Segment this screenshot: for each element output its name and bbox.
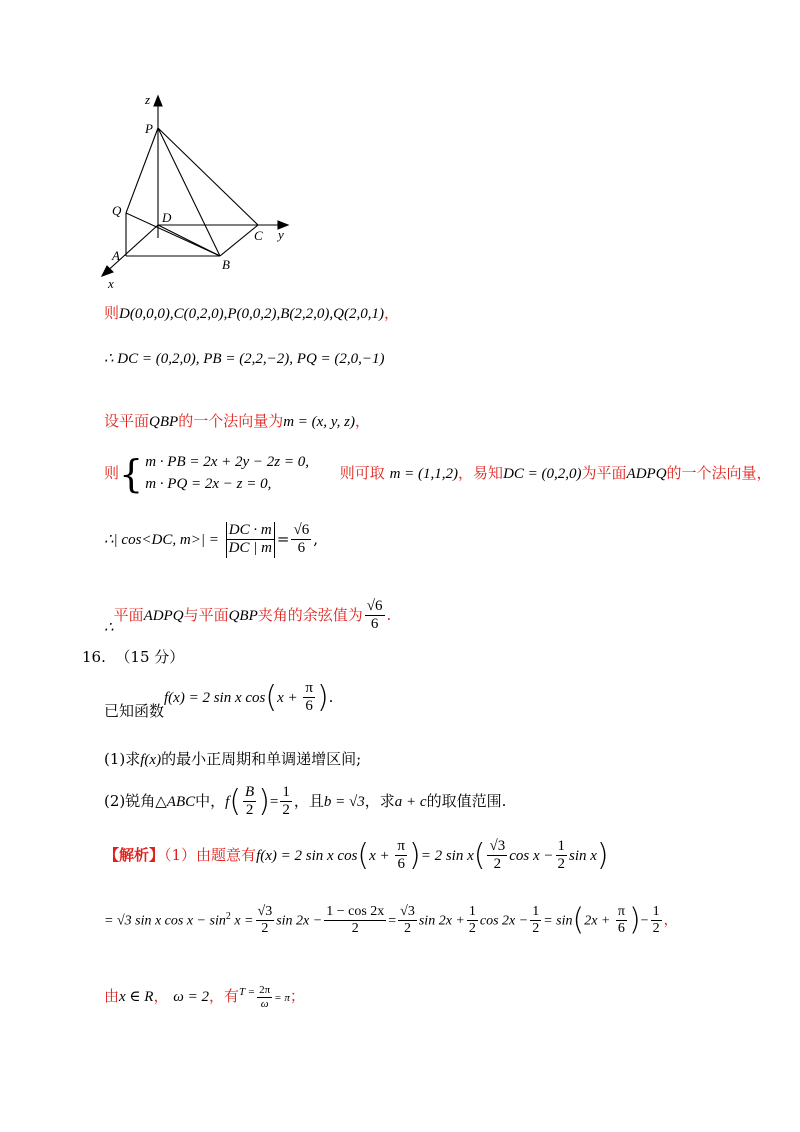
s1-one-half — [556, 838, 568, 874]
triangle-abc: △ABC — [155, 793, 196, 810]
l2-frac-6 — [651, 904, 662, 937]
conclusion-end: . — [386, 605, 392, 624]
part-2-mid: 中， — [195, 791, 226, 810]
line3-pi: = π — [274, 992, 290, 1005]
normal-text-2: 的一个法向量为 — [178, 412, 284, 430]
conclusion-text-1: 平面 — [113, 605, 144, 624]
equation-2: m · PQ = 2x − z = 0, — [145, 475, 272, 492]
line3-c: ， — [153, 987, 169, 1006]
plane-qbp: QBP — [149, 414, 179, 430]
line2-i: 2x + — [584, 913, 614, 929]
line3-end: ； — [289, 987, 305, 1006]
solution-step-1: （1）由题意有 — [164, 845, 257, 864]
conclusion-plane-2: QBP — [228, 607, 258, 624]
coordinates-line — [104, 304, 399, 323]
given-arg: x + — [277, 689, 302, 706]
l2-two-b: 2 — [351, 921, 359, 937]
s1-sqrt3: √3 — [487, 838, 507, 856]
normal-vector-line — [104, 412, 370, 431]
line3-d: ω = 2 — [173, 989, 209, 1006]
l2-sqrt3-b: √3 — [398, 904, 417, 921]
s1-two-b: 2 — [557, 856, 565, 873]
part-1-f: f(x) — [140, 752, 162, 768]
system-text-2: ，易知 — [458, 463, 504, 482]
solution-f2: = 2 sin x — [420, 847, 474, 864]
sqrt3-over-2 — [487, 838, 507, 874]
line3-t: T = — [238, 986, 256, 999]
cos-result-num: √6 — [291, 522, 311, 540]
solution-f2-b: sin x — [569, 847, 597, 864]
half-num: 1 — [280, 784, 292, 802]
b-value: b = √3 — [323, 793, 365, 810]
system-prefix: 则 — [104, 463, 120, 482]
solution-f2-a: cos x − — [509, 847, 554, 864]
cos-end: , — [313, 529, 318, 548]
part-2-f: f — [225, 793, 230, 810]
s1-paren2-open: ( — [473, 837, 486, 873]
solution-line-2 — [104, 904, 678, 937]
l2-frac-1 — [256, 904, 275, 937]
left-brace: { — [119, 451, 144, 496]
system-text-1: 则可取 — [339, 463, 385, 482]
p2-tail: 的取值范围. — [426, 791, 507, 810]
cos-line: ∴| cos<DC, m>| = $\frac{DC \cdot m}{DC | m}$ = $\frac{√6}{6}$ , — [104, 522, 318, 557]
l2-sqrt3-a: √3 — [256, 904, 275, 921]
l2-pi-over-6 — [616, 904, 627, 937]
conclusion-text-2: 与平面 — [183, 605, 229, 624]
line2-g: cos 2x − — [479, 913, 529, 929]
line2-a: = √3 sin x cos x − sin — [104, 913, 226, 929]
cos-result-den: 6 — [297, 540, 306, 557]
line3-2pi: 2π — [259, 984, 271, 996]
line2-e: = — [388, 913, 397, 929]
part-1-text: 的最小正周期和单调递增区间; — [161, 750, 362, 768]
label-d: D — [162, 210, 172, 225]
part-1-line — [104, 750, 361, 769]
equation-1: m · PB = 2x + 2y − 2z = 0, — [145, 454, 310, 470]
line2-c: sin 2x − — [276, 913, 323, 929]
s1-two-a: 2 — [493, 856, 502, 873]
label-z: z — [145, 92, 151, 107]
question-points: （15 分） — [115, 648, 185, 666]
plane-adpq: ADPQ — [626, 465, 667, 482]
one-half — [280, 784, 292, 820]
a-plus-c: a + c — [394, 793, 427, 810]
system-text-3: 为平面 — [581, 463, 627, 482]
given-end: . — [328, 687, 334, 706]
conclusion-num: √6 — [365, 598, 385, 616]
system-text-4: 的一个法向量， — [666, 463, 772, 482]
label-q: Q — [112, 203, 122, 218]
cos-lhs: ∴| cos<DC, m>| = — [104, 531, 219, 548]
label-y: y — [278, 227, 284, 242]
l2-frac-4 — [467, 904, 478, 937]
m-value: m = (1,1,2) — [389, 465, 459, 482]
coords-prefix: 则 — [104, 304, 120, 322]
part-2-line — [104, 784, 506, 820]
label-c: C — [254, 228, 263, 243]
question-number: 16. — [82, 648, 106, 666]
therefore-symbol: ∴ — [104, 619, 114, 636]
l2-frac-2 — [324, 904, 386, 937]
p2-ask: ，求 — [364, 791, 395, 810]
line2-h: = sin — [543, 913, 573, 929]
conclusion-den: 6 — [370, 616, 379, 633]
l2-pi: π — [616, 904, 627, 921]
l2-frac-5 — [530, 904, 541, 937]
normal-text-1: 设平面 — [104, 412, 150, 430]
normal-text-3: ， — [354, 412, 370, 430]
b-over-2 — [243, 784, 256, 820]
cos-denominator: DC | m — [226, 540, 275, 557]
normal-formula: m = (x, y, z) — [283, 414, 355, 430]
l2-two-c: 2 — [404, 921, 412, 937]
p2-equals: = — [269, 793, 279, 810]
solution-f1-arg: x + — [369, 847, 394, 864]
pi-num: π — [303, 680, 315, 698]
six-den: 6 — [305, 698, 313, 715]
l2-one-b: 1 — [530, 904, 541, 921]
line3-e: ，有 — [208, 987, 239, 1006]
line3-b: x ∈ R — [119, 989, 154, 1006]
p2-paren-open: ( — [229, 783, 242, 819]
coords-suffix: ， — [383, 304, 399, 322]
line2-f: sin 2x + — [418, 913, 465, 929]
line2-b: x = — [230, 913, 254, 929]
s1-one: 1 — [556, 838, 568, 856]
conclusion-plane-1: ADPQ — [143, 607, 184, 624]
solution-line-3 — [104, 984, 305, 1010]
solution-f1: f(x) = 2 sin x cos — [256, 847, 358, 864]
paren-open: ( — [265, 679, 278, 715]
vectors-line: ∴ DC = (0,2,0), PB = (2,2,−2), PQ = (2,0,−1) — [104, 351, 385, 367]
cos-numerator: DC · m — [226, 522, 275, 540]
l2-two-d: 2 — [468, 921, 476, 937]
s1-paren-close: ) — [409, 837, 421, 873]
conclusion-fraction — [365, 598, 385, 634]
question-16-header — [82, 648, 184, 666]
square-exponent: 2 — [225, 910, 231, 922]
system-line — [104, 452, 772, 496]
l2-one-minus-cos: 1 − cos 2x — [324, 904, 386, 921]
given-function-line — [104, 680, 333, 720]
l2-two-e: 2 — [532, 921, 540, 937]
paren-close: ) — [316, 679, 329, 715]
s1-paren2-close: ) — [596, 837, 609, 873]
l2-paren-close: ) — [628, 902, 641, 938]
line3-omega: ω — [260, 997, 269, 1010]
label-a: A — [112, 248, 120, 263]
conclusion-text-3: 夹角的余弦值为 — [257, 605, 363, 624]
half-den: 2 — [282, 802, 290, 819]
l2-two-f: 2 — [652, 921, 660, 937]
l2-one-a: 1 — [467, 904, 478, 921]
cos-fraction — [226, 522, 275, 558]
b-num: B — [243, 784, 256, 802]
l2-six: 6 — [617, 921, 625, 937]
l2-two-a: 2 — [261, 921, 269, 937]
solution-line-1 — [104, 838, 609, 874]
given-function: f(x) = 2 sin x cos — [164, 689, 266, 706]
s1-pi: π — [395, 838, 407, 856]
s1-six: 6 — [397, 856, 405, 873]
l2-paren-open: ( — [572, 902, 585, 938]
l2-frac-3 — [398, 904, 417, 937]
line3-a: 由 — [104, 987, 120, 1006]
dc-value: DC = (0,2,0) — [503, 465, 582, 482]
part-2-prefix: (2)锐角 — [104, 791, 156, 810]
part-1-prefix: (1)求 — [104, 750, 141, 768]
l2-one-c: 1 — [651, 904, 662, 921]
label-x: x — [108, 276, 114, 291]
s1-pi-over-6 — [395, 838, 407, 874]
s1-paren-open: ( — [357, 837, 370, 873]
line2-end: ， — [663, 912, 678, 929]
two-den: 2 — [245, 802, 254, 819]
line2-j: − — [640, 913, 649, 929]
coords-formula: D(0,0,0),C(0,2,0),P(0,0,2),B(2,2,0),Q(2,0,1) — [119, 306, 384, 322]
conclusion-line — [104, 598, 391, 637]
solution-tag: 【解析】 — [104, 845, 165, 864]
label-b: B — [222, 257, 230, 272]
label-p: P — [145, 121, 153, 136]
given-text: 已知函数 — [104, 701, 165, 720]
cos-result — [291, 522, 311, 558]
two-pi-over-omega — [257, 984, 272, 1010]
equation-system — [145, 452, 309, 496]
pyramid-figure — [90, 88, 310, 293]
pi-over-6 — [303, 680, 315, 716]
p2-and: ，且 — [293, 791, 324, 810]
p2-paren-close: ) — [258, 783, 270, 819]
